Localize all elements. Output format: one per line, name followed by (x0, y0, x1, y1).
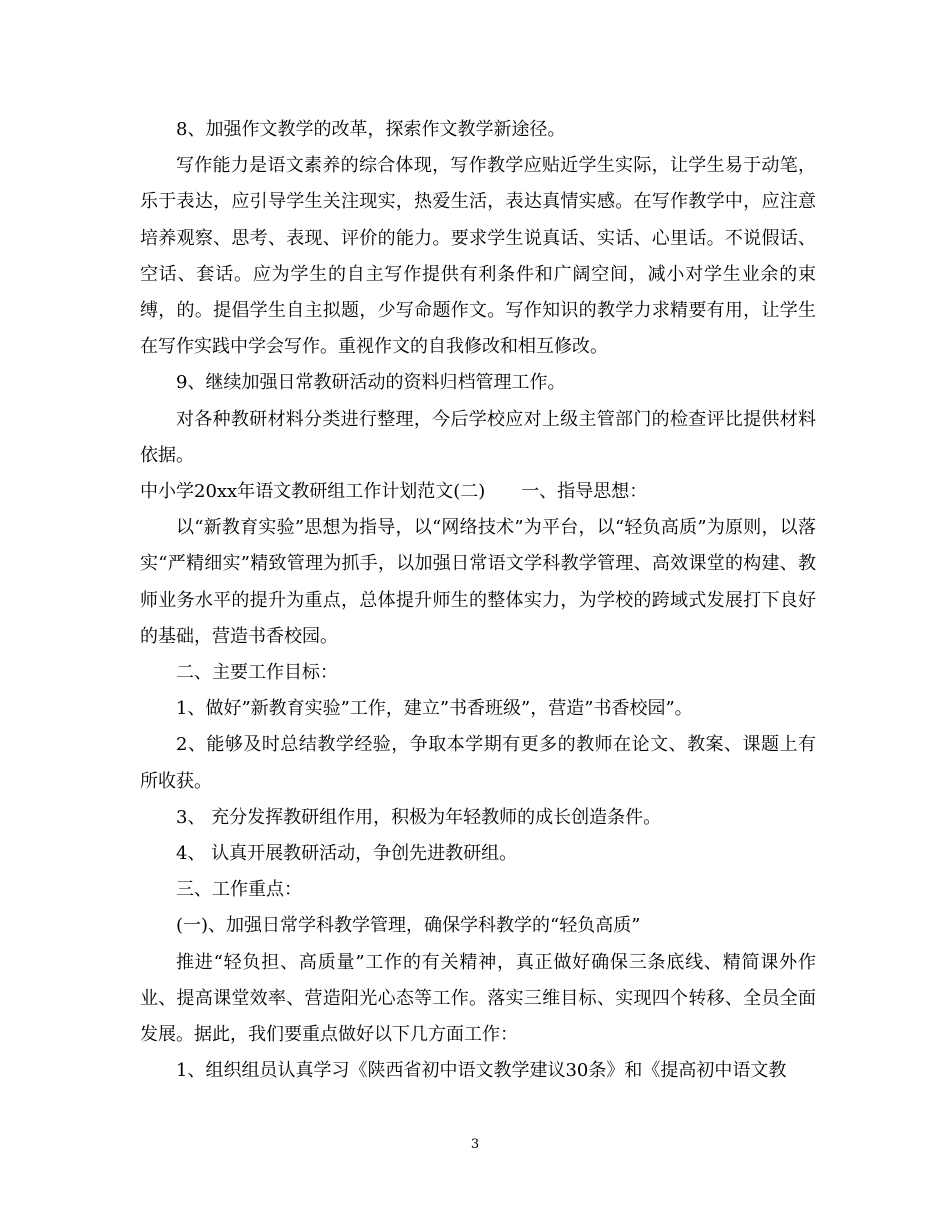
paragraph: 1、组织组员认真学习《陕西省初中语文教学建议30条》和《提高初中语文教 (176, 1060, 787, 1082)
paragraph: 8、加强作文教学的改革，探索作文教学新途径。 (176, 119, 566, 140)
section-heading: 中小学20xx年语文教研组工作计划范文(二) 一、指导思想： (140, 481, 648, 503)
paragraph: 3、 充分发挥教研组作用，积极为年轻教师的成长创造条件。 (176, 806, 662, 828)
paragraph: 二、主要工作目标： (176, 662, 338, 684)
page-number: 3 (470, 1137, 480, 1152)
document-body (140, 112, 816, 1089)
paragraph: 1、做好”新教育实验”工作，建立”书香班级”，营造”书香校园”。 (176, 698, 693, 720)
paragraph: 9、继续加强日常教研活动的资料归档管理工作。 (176, 372, 566, 394)
paragraph: 4、 认真开展教研活动，争创先进教研组。 (176, 843, 518, 865)
paragraph: 2、能够及时总结教学经验，争取本学期有更多的教师在论文、教案、课题上有所收获。 (140, 734, 816, 792)
paragraph: 推进“轻负担、高质量”工作的有关精神，真正做好确保三条底线、精简课外作业、提高课堂效率、营造阳光心态等工作。落实三维目标、实现四个转移、全员全面发展。据此，我们要重点做好以下几方面工作： (140, 951, 816, 1046)
paragraph: 写作能力是语文素养的综合体现，写作教学应贴近学生实际，让学生易于动笔，乐于表达，应引导学生关注现实，热爱生活，表达真情实感。在写作教学中，应注意培养观察、思考、表现、评价的能力。要求学生说真话、实话、心里话。不说假话、空话、套话。应为学生的自主写作提供有利条件和广阔空间，减小对学生业余的束缚，的。提倡学生自主拟题，少写命题作文。写作知识的教学力求精要有用，让学生在写作实践中学会写作。重视作文的自我修改和相互修改。 (140, 155, 816, 358)
paragraph: 三、工作重点： (176, 879, 302, 901)
paragraph: 对各种教研材料分类进行整理，今后学校应对上级主管部门的检查评比提供材料依据。 (140, 408, 816, 466)
paragraph: 以“新教育实验”思想为指导，以“网络技术”为平台，以“轻负高质”为原则，以落实“严精细实”精致管理为抓手，以加强日常语文学科教学管理、高效课堂的构建、教师业务水平的提升为重点，总体提升师生的整体实力，为学校的跨域式发展打下良好的基础，营造书香校园。 (140, 517, 816, 647)
paragraph: (一)、加强日常学科教学管理，确保学科教学的“轻负高质” (176, 915, 641, 937)
